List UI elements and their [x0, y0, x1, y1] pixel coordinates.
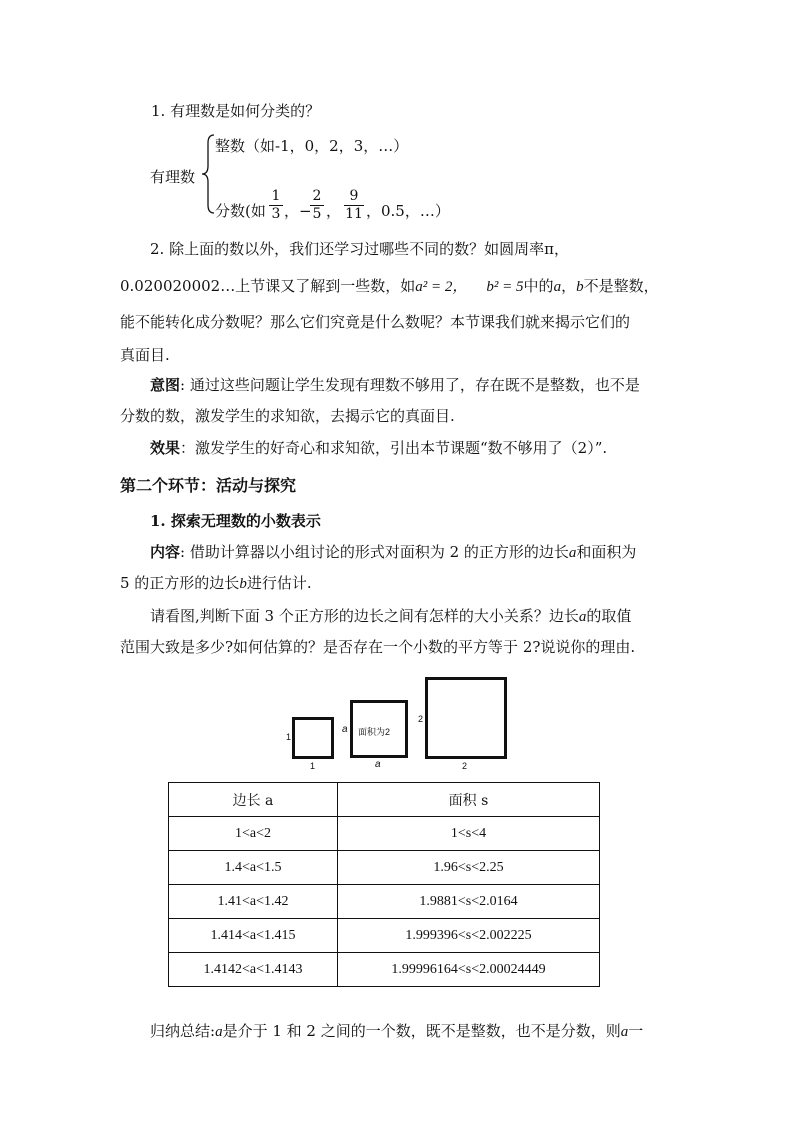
prompt-text-a: 请看图,判断下面 3 个正方形的边长之间有怎样的大小关系？边长 — [150, 607, 579, 625]
brace-icon — [200, 133, 216, 215]
q2-text-c: 不是整数， — [583, 277, 659, 295]
question-2-line-2 — [120, 275, 659, 296]
intent-line-1 — [150, 374, 640, 395]
square-1-side-label: 1 — [286, 732, 292, 742]
fraction-nine-elevenths — [344, 189, 364, 222]
cell-area-range: 1.9881<s<2.0164 — [338, 885, 600, 919]
effect-label: 效果 — [150, 439, 181, 457]
table-row — [169, 817, 600, 851]
var-a: a — [568, 545, 577, 561]
cell-side-range: 1<a<2 — [169, 817, 338, 851]
cell-area-range: 1.96<s<2.25 — [338, 851, 600, 885]
summary-text: 是介于 1 和 2 之间的一个数，既不是整数，也不是分数，则 — [222, 1022, 621, 1040]
effect-text: ：激发学生的好奇心和求知欲，引出本节课题“数不够用了（2）”. — [180, 439, 608, 457]
content-label: 内容 — [150, 543, 181, 561]
intent-label: 意图 — [150, 376, 181, 394]
var-a: a — [578, 609, 587, 625]
square-2-side-label: a — [342, 724, 348, 735]
fraction-num: 9 — [349, 188, 359, 204]
square-2-inner-label: 面积为2 — [358, 727, 391, 737]
content-text-d: 进行估计. — [246, 574, 312, 592]
table-row — [169, 953, 600, 987]
content-text-b: 和面积为 — [576, 543, 637, 561]
table-row — [169, 851, 600, 885]
summary-suffix: 一 — [628, 1022, 644, 1040]
fractions-suffix: ，0.5，…） — [366, 202, 450, 220]
square-1-bottom-label: 1 — [310, 761, 316, 771]
effect-line — [150, 437, 607, 458]
fraction-separator: ， — [326, 202, 342, 220]
question-2-line-1: 2. 除上面的数以外，我们还学习过哪些不同的数？如圆周率π， — [150, 240, 569, 258]
question-2-line-3: 能不能转化成分数呢？那么它们究竟是什么数呢？本节课我们就来揭示它们的 — [120, 313, 631, 331]
table-header-row — [169, 783, 600, 817]
q2-comma: ， — [561, 277, 577, 295]
question-2-line-4: 真面目. — [120, 346, 170, 364]
summary-line — [150, 1020, 643, 1041]
content-text-c: 5 的正方形的边长 — [120, 574, 240, 592]
cell-side-range: 1.41<a<1.42 — [169, 885, 338, 919]
header-side-length: 边长 a — [169, 783, 338, 817]
section-title: 第二个环节：活动与探究 — [120, 476, 297, 495]
equation-b-squared: b² = 5 — [486, 279, 524, 295]
fraction-num: 2 — [312, 188, 322, 204]
table-row — [169, 885, 600, 919]
question-1: 1. 有理数是如何分类的？ — [151, 102, 321, 120]
prompt-text-b: 的取值 — [586, 607, 632, 625]
table-row — [169, 919, 600, 953]
prompt-line-2: 范围大致是多少?如何估算的？是否存在一个小数的平方等于 2?说说你的理由. — [120, 638, 636, 656]
subsection-title: 1. 探索无理数的小数表示 — [150, 512, 321, 530]
header-area: 面积 s — [338, 783, 600, 817]
cell-side-range: 1.4<a<1.5 — [169, 851, 338, 885]
cell-side-range: 1.414<a<1.415 — [169, 919, 338, 953]
content-line-2 — [120, 572, 312, 593]
fractions-item: 分数(如 — [215, 202, 266, 220]
fraction-den: 11 — [345, 206, 363, 222]
fraction-separator: ，− — [284, 202, 312, 220]
fraction-den: 3 — [271, 206, 281, 222]
fraction-one-third — [269, 189, 283, 222]
cell-side-range: 1.4142<a<1.4143 — [169, 953, 338, 987]
content-line-1 — [150, 541, 636, 562]
intent-line-2: 分数的数，激发学生的求知欲，去揭示它的真面目. — [120, 407, 455, 425]
q2-text-a: 0.020020002…上节课又了解到一些数，如 — [120, 277, 416, 295]
cell-area-range: 1.999396<s<2.002225 — [338, 919, 600, 953]
integers-item: 整数（如-1，0，2，3，…） — [215, 137, 409, 155]
square-2-bottom-label: a — [375, 759, 381, 770]
square-3-bottom-label: 2 — [462, 761, 468, 771]
estimation-table — [168, 782, 600, 987]
prompt-line-1 — [150, 605, 631, 626]
content-text-a: : 借助计算器以小组讨论的形式对面积为 2 的正方形的边长 — [180, 543, 569, 561]
cell-area-range: 1<s<4 — [338, 817, 600, 851]
q2-text-b: 中的 — [523, 277, 554, 295]
intent-text: : 通过这些问题让学生发现有理数不够用了，存在既不是整数，也不是 — [180, 376, 640, 394]
var-a: a — [215, 1024, 223, 1040]
var-b: b — [239, 576, 247, 592]
square-3-side-label: 2 — [418, 714, 424, 724]
summary-prefix: 归纳总结: — [150, 1022, 216, 1040]
equation-a-squared: a² = 2， — [415, 279, 468, 295]
fraction-two-fifths — [310, 189, 324, 222]
cell-area-range: 1.99996164<s<2.00024449 — [338, 953, 600, 987]
square-area-1 — [292, 717, 334, 759]
var-b: b — [576, 279, 584, 295]
var-a: a — [553, 279, 562, 295]
square-area-4 — [425, 677, 507, 759]
fraction-num: 1 — [271, 188, 281, 204]
rational-label: 有理数 — [150, 168, 196, 186]
var-a: a — [620, 1024, 629, 1040]
fraction-den: 5 — [312, 206, 322, 222]
